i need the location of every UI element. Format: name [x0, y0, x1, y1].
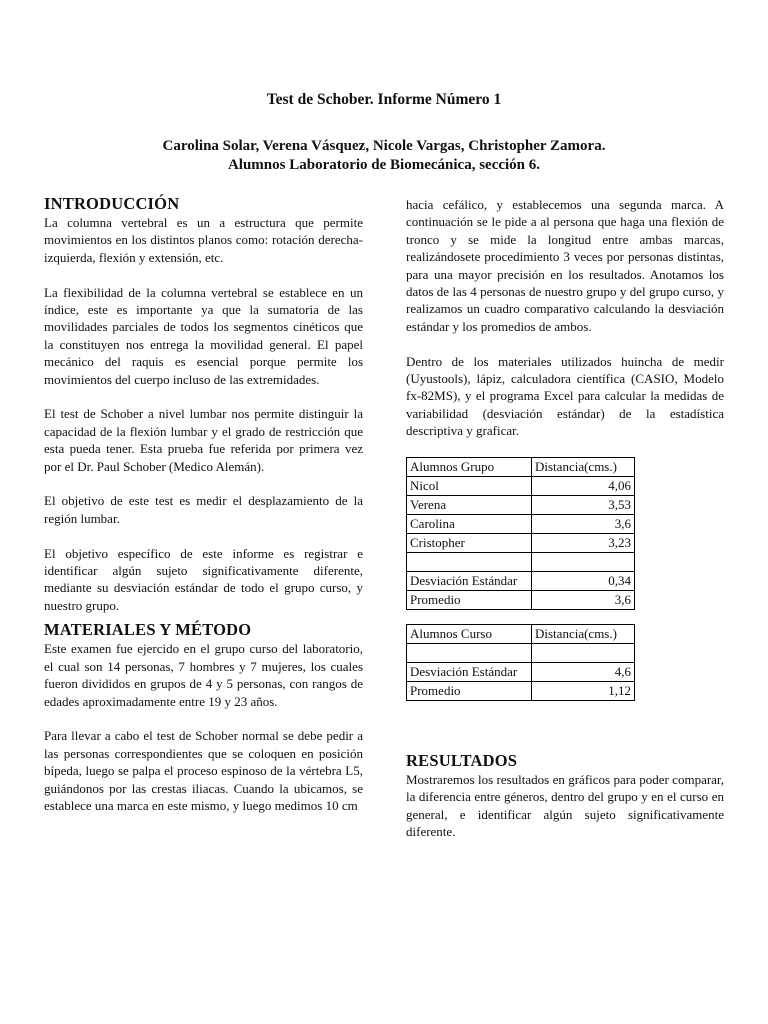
table-row — [407, 477, 635, 496]
table-cell-name: Desviación Estándar — [407, 572, 532, 591]
table-spacer — [406, 610, 724, 624]
table-cell-value: 1,12 — [532, 682, 635, 701]
table-row-average — [407, 682, 635, 701]
table-cell-name: Cristopher — [407, 534, 532, 553]
results-spacer — [406, 701, 724, 751]
table-header-row — [407, 625, 635, 644]
table-header-cell: Distancia(cms.) — [532, 458, 635, 477]
intro-paragraph-5: El objetivo específico de este informe es registrar e identificar algún sujeto significativamente diferente, mediante su desviación estándar de todo el grupo curso, y nuestro grupo. — [44, 545, 363, 613]
table-row-std-dev — [407, 572, 635, 591]
table-cell-name: Verena — [407, 496, 532, 515]
affiliation-line: Alumnos Laboratorio de Biomecánica, sección 6. — [227, 157, 541, 173]
table-row — [407, 534, 635, 553]
methods-heading: MATERIALES Y MÉTODO — [44, 620, 252, 640]
table-row-empty — [407, 644, 635, 663]
methods-paragraph-2: Para llevar a cabo el test de Schober normal se debe pedir a las personas correspondientes que se coloquen en posición bípeda, luego se palpa el proceso espinoso de la vértebra L5, guiándonos por las crestas iliacas. Cuando la ubicamos, se establece una marca en este mismo, y luego medimos 10 cm — [44, 728, 363, 813]
table-cell-name: Nicol — [407, 477, 532, 496]
intro-paragraph-4: El objetivo de este test es medir el desplazamiento de la región lumbar. — [44, 493, 363, 526]
table-cell-value: 3,6 — [532, 591, 635, 610]
table-row-average — [407, 591, 635, 610]
table-cell-value: 0,34 — [532, 572, 635, 591]
intro-paragraph-2: La flexibilidad de la columna vertebral se establece en un índice, este es importante ya que la sumatoria de las movilidades parciales de todos los segmentos cinéticos que la constituyen nos entrega la movilidad general. El papel mecánico del raquis es esencial porque permite los movimientos del cuerpo incluso de las extremidades. — [44, 284, 363, 387]
table-cell-value: 4,6 — [532, 663, 635, 682]
methods-paragraph-4: Dentro de los materiales utilizados huincha de medir (Uyustools), lápiz, calculadora científica (CASIO, Modelo fx-82MS), y el programa Excel para calcular la medidas de variabilidad (desviación estándar) de la estadística descriptiva y graficar. — [406, 353, 724, 439]
table-header-row — [407, 458, 635, 477]
authors-line: Carolina Solar, Verena Vásquez, Nicole Vargas, Christopher Zamora. — [162, 138, 606, 154]
table-cell-value: 3,23 — [532, 534, 635, 553]
authors-block — [0, 137, 768, 175]
left-column — [44, 194, 363, 832]
table-cell-name: Carolina — [407, 515, 532, 534]
course-distance-table — [406, 624, 635, 701]
table-cell-value: 4,06 — [532, 477, 635, 496]
table-cell-value: 3,53 — [532, 496, 635, 515]
table-cell-name — [407, 553, 532, 572]
table-cell-name: Desviación Estándar — [407, 663, 532, 682]
table-cell-value — [532, 553, 635, 572]
table-cell-value — [532, 644, 635, 663]
right-column — [406, 196, 724, 858]
table-row-std-dev — [407, 663, 635, 682]
results-paragraph-1: Mostraremos los resultados en gráficos para poder comparar, la diferencia entre géneros, dentro del grupo y en el curso en general, e identificar algún sujeto significativamente diferente. — [406, 772, 724, 840]
document-title: Test de Schober. Informe Número 1 — [266, 91, 502, 108]
table-header-cell: Alumnos Curso — [407, 625, 532, 644]
table-cell-name: Promedio — [407, 591, 532, 610]
intro-paragraph-1: La columna vertebral es un a estructura que permite movimientos en los distintos planos como: rotación derecha-izquierda, flexión y extensión, etc. — [44, 215, 363, 265]
table-header-cell: Alumnos Grupo — [407, 458, 532, 477]
methods-paragraph-3: hacia cefálico, y establecemos una segunda marca. A continuación se le pide a al persona que haga una flexión de tronco y se mide la longitud entre ambas marcas, realizándosete procedimiento 3 veces por personas distintas, para una mayor precisión en los resultados. Anotamos los datos de las 4 personas de nuestro grupo y del grupo curso, y realizamos un cuadro comparativo calculando la desviación estándar y los promedios de ambos. — [406, 197, 724, 334]
table-row-empty — [407, 553, 635, 572]
table-cell-value: 3,6 — [532, 515, 635, 534]
methods-paragraph-1: Este examen fue ejercido en el grupo curso del laboratorio, el cual son 14 personas, 7 hombres y 7 mujeres, los cuales fueron divididos en grupos de 4 y 5 personas, con rangos de edades aproximadamente entre 19 y 23 años. — [44, 641, 363, 709]
intro-paragraph-3: El test de Schober a nivel lumbar nos permite distinguir la capacidad de la flexión lumbar y el grado de restricción que esta pueda tener. Esta prueba fue referida por primera vez por el Dr. Paul Schober (Medico Alemán). — [44, 406, 363, 474]
table-row — [407, 515, 635, 534]
table-row — [407, 496, 635, 515]
results-heading: RESULTADOS — [406, 751, 518, 771]
table-cell-name: Promedio — [407, 682, 532, 701]
intro-heading: INTRODUCCIÓN — [44, 194, 180, 213]
table-header-cell: Distancia(cms.) — [532, 625, 635, 644]
table-cell-name — [407, 644, 532, 663]
group-distance-table — [406, 457, 635, 610]
